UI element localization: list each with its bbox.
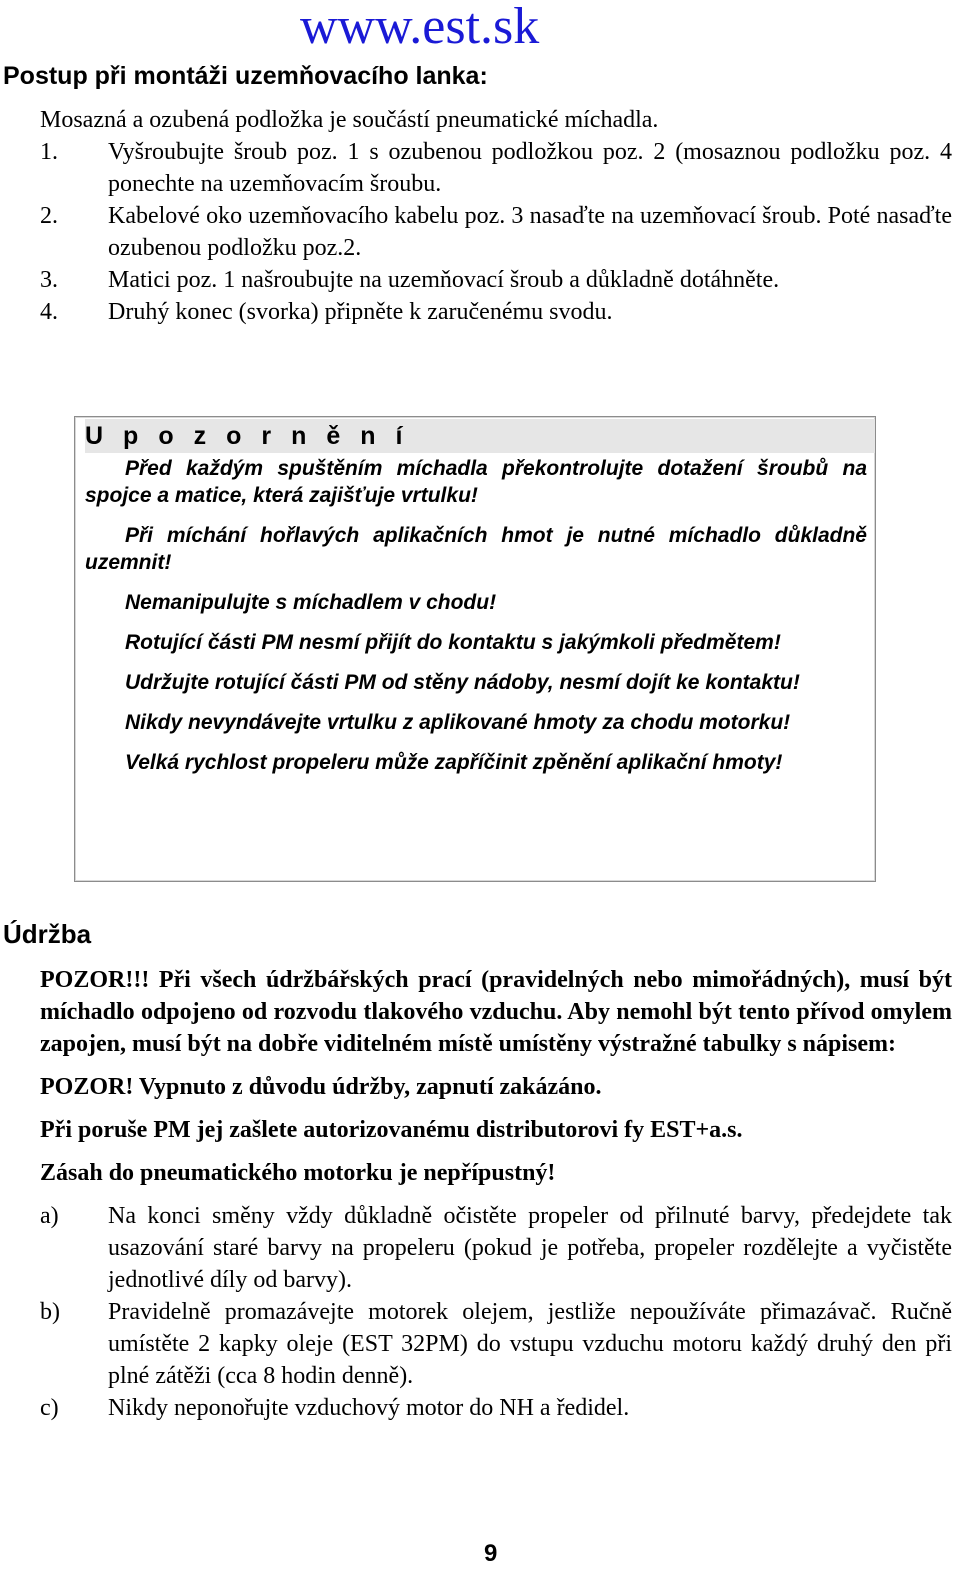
section-title: Postup při montáži uzemňovacího lanka: — [3, 62, 488, 90]
intro-lead: Mosazná a ozubená podložka je součástí pneumatické míchadla. — [40, 107, 659, 133]
maintenance-service: Při poruše PM jej zašlete autorizovanému distributorovi fy EST+a.s. — [40, 1117, 743, 1143]
maintenance-heading: Údržba — [3, 919, 92, 949]
warning-item: Při míchání hořlavých aplikačních hmot je nutné míchadlo důkladně uzemnit! — [85, 524, 867, 574]
warning-title: Upozornění — [85, 419, 875, 453]
warning-list — [85, 455, 867, 789]
maintenance-steps — [40, 1200, 952, 1424]
warning-item: Rotující části PM nesmí přijít do kontaktu s jakýmkoli předmětem! — [125, 631, 781, 654]
list-item: c) Nikdy neponořujte vzduchový motor do NH a ředidel. — [40, 1395, 630, 1421]
assembly-steps — [40, 136, 952, 328]
page-number: 9 — [484, 1540, 498, 1567]
list-item: 4. Druhý konec (svorka) připněte k zaručenému svodu. — [40, 299, 613, 325]
warning-item: Nemanipulujte s míchadlem v chodu! — [125, 591, 497, 614]
site-url: www.est.sk — [300, 0, 540, 55]
maintenance-alert: POZOR!!! Při všech údržbářských prací (pravidelných nebo mimořádných), musí být míchadlo odpojeno od rozvodu tlakového vzduchu. Aby nemohl být tento přívod omylem zapojen, musí být na dobře viditelném místě umístěny výstražné tabulky s nápisem: — [40, 967, 952, 1057]
warning-item: Velká rychlost propeleru může zapříčinit zpěnění aplikační hmoty! — [125, 751, 783, 774]
maintenance-sign: POZOR! Vypnuto z důvodu údržby, zapnutí zakázáno. — [40, 1074, 602, 1100]
list-item: 2. Kabelové oko uzemňovacího kabelu poz. 3 nasaďte na uzemňovací šroub. Poté nasaďte ozubenou podložku poz.2. — [40, 203, 952, 261]
warning-box — [74, 416, 876, 882]
maintenance-section — [40, 964, 952, 1424]
warning-item: Udržujte rotující části PM od stěny nádoby, nesmí dojít ke kontaktu! — [125, 671, 800, 694]
list-item: a) Na konci směny vždy důkladně očistěte propeler od přilnuté barvy, předejdete tak usazování staré barvy na propeleru (pokud je potřeba, propeler rozdělejte a vyčistěte jednotlivé díly od barvy). — [40, 1203, 952, 1293]
assembly-instructions — [40, 104, 952, 328]
maintenance-forbidden: Zásah do pneumatického motorku je nepřípustný! — [40, 1160, 556, 1186]
list-item: b) Pravidelně promazávejte motorek olejem, jestliže nepoužíváte přimazávač. Ručně umístěte 2 kapky oleje (EST 32PM) do vstupu vzduchu motoru každý druhý den při plné zátěži (cca 8 hodin denně). — [40, 1299, 952, 1389]
warning-item: Nikdy nevyndávejte vrtulku z aplikované hmoty za chodu motorku! — [125, 711, 791, 734]
warning-item: Před každým spuštěním míchadla překontrolujte dotažení šroubů na spojce a matice, která zajišťuje vrtulku! — [85, 457, 867, 507]
list-item: 1. Vyšroubujte šroub poz. 1 s ozubenou podložkou poz. 2 (mosaznou podložku poz. 4 ponechte na uzemňovacím šroubu. — [40, 139, 952, 197]
list-item: 3. Matici poz. 1 našroubujte na uzemňovací šroub a důkladně dotáhněte. — [40, 267, 780, 293]
